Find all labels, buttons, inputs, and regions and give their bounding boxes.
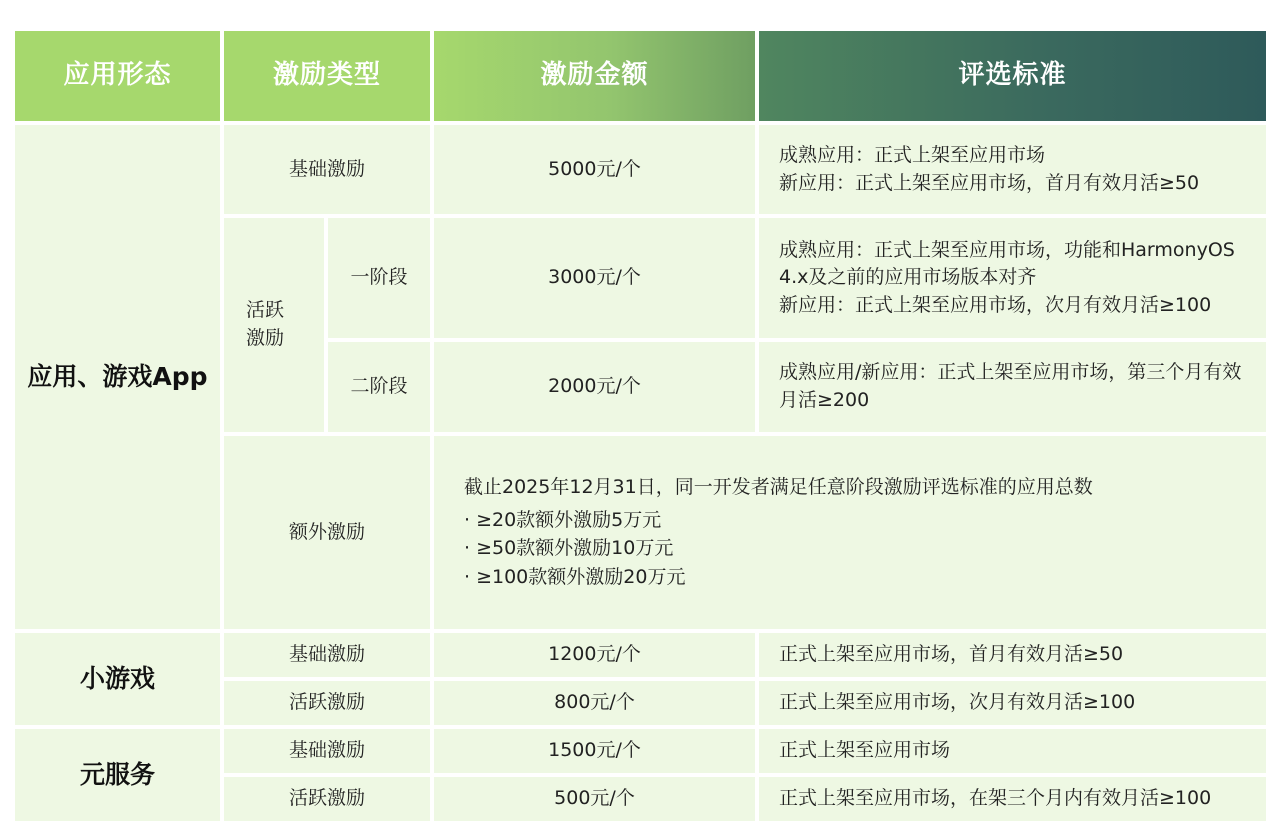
atomic-active-type: 活跃激励 — [224, 777, 430, 821]
form-mini-game: 小游戏 — [15, 633, 220, 725]
extra-item: · ≥100款额外激励20万元 — [464, 565, 686, 588]
active-type-label: 活跃激励 — [246, 299, 285, 349]
atomic-active-criteria: 正式上架至应用市场，在架三个月内有效月活≥100 — [759, 777, 1266, 821]
app-extra-type: 额外激励 — [224, 436, 430, 629]
minigame-basic-amount: 1200元/个 — [434, 633, 755, 677]
app-stage2-amount: 2000元/个 — [434, 342, 755, 432]
minigame-basic-criteria: 正式上架至应用市场，首月有效月活≥50 — [759, 633, 1266, 677]
header-incentive-amount: 激励金额 — [434, 31, 755, 121]
criteria-line: 成熟应用：正式上架至应用市场，功能和HarmonyOS 4.x及之前的应用市场版本对齐 — [779, 238, 1235, 289]
extra-item: · ≥50款额外激励10万元 — [464, 537, 674, 560]
app-basic-criteria — [759, 125, 1266, 214]
app-basic-amount: 5000元/个 — [434, 125, 755, 214]
minigame-active-criteria: 正式上架至应用市场，次月有效月活≥100 — [759, 681, 1266, 725]
app-stage1-criteria — [759, 218, 1266, 338]
extra-description: 截止2025年12月31日，同一开发者满足任意阶段激励评选标准的应用总数 — [464, 475, 1093, 498]
atomic-basic-criteria: 正式上架至应用市场 — [759, 729, 1266, 773]
extra-item: · ≥20款额外激励5万元 — [464, 508, 662, 531]
criteria-line: 新应用：正式上架至应用市场，次月有效月活≥100 — [779, 293, 1212, 316]
app-extra-criteria — [434, 436, 1266, 629]
criteria-line: 成熟应用/新应用：正式上架至应用市场，第三个月有效月活≥200 — [779, 361, 1242, 411]
app-stage2-name: 二阶段 — [328, 342, 430, 432]
form-app-game: 应用、游戏App — [15, 125, 220, 629]
minigame-active-amount: 800元/个 — [434, 681, 755, 725]
app-stage1-name: 一阶段 — [328, 218, 430, 338]
form-atomic-service: 元服务 — [15, 729, 220, 821]
minigame-active-type: 活跃激励 — [224, 681, 430, 725]
criteria-line: 新应用：正式上架至应用市场，首月有效月活≥50 — [779, 171, 1200, 194]
app-basic-type: 基础激励 — [224, 125, 430, 214]
atomic-basic-amount: 1500元/个 — [434, 729, 755, 773]
header-app-form: 应用形态 — [15, 31, 220, 121]
header-criteria: 评选标准 — [759, 31, 1266, 121]
criteria-line: 成熟应用：正式上架至应用市场 — [779, 143, 1046, 166]
header-incentive-type: 激励类型 — [224, 31, 430, 121]
app-stage1-amount: 3000元/个 — [434, 218, 755, 338]
app-active-type — [224, 218, 324, 432]
atomic-basic-type: 基础激励 — [224, 729, 430, 773]
atomic-active-amount: 500元/个 — [434, 777, 755, 821]
app-stage2-criteria — [759, 342, 1266, 432]
minigame-basic-type: 基础激励 — [224, 633, 430, 677]
